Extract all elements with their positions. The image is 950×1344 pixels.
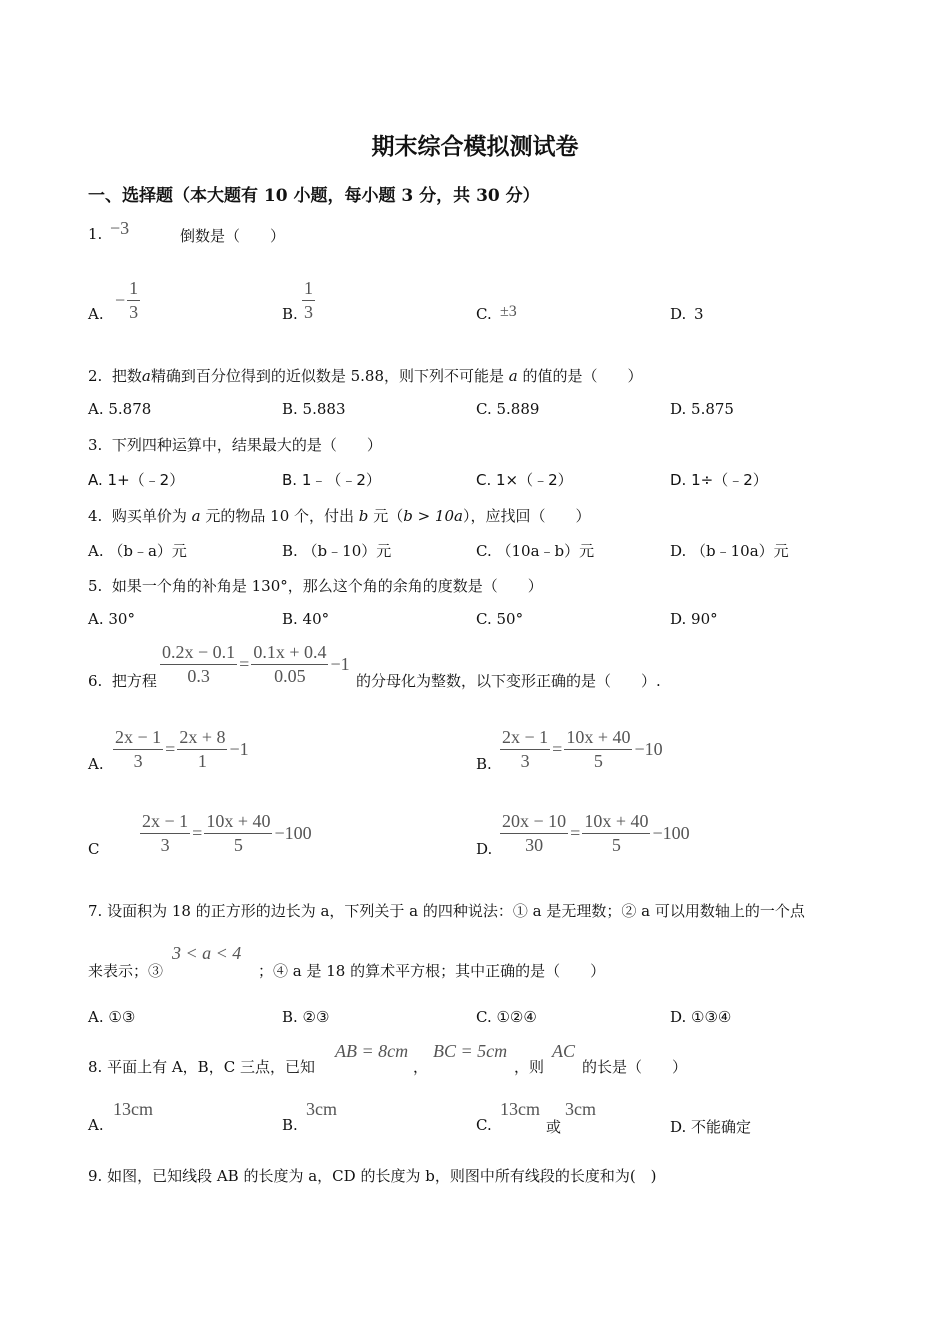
q8-ac: AC bbox=[552, 1041, 576, 1061]
q6-option-b: $\frac{2x - 1}{3}$ = $\frac{10x + 40}{5}$ −10 bbox=[502, 727, 663, 771]
q8-option-c-label: C. bbox=[476, 1116, 492, 1134]
q7-option-c: C. ①②④ bbox=[476, 1008, 537, 1026]
q8-option-c-or: 或 bbox=[546, 1118, 562, 1136]
q3-option-c: C. 1×（﹣2） bbox=[476, 471, 573, 489]
q6-option-d-label: D. bbox=[476, 840, 493, 858]
question-5: 5. 如果一个角的补角是 130°，那么这个角的余角的度数是（ ） bbox=[88, 577, 543, 595]
q8-option-d: D. 不能确定 bbox=[670, 1118, 752, 1136]
q8-option-b-label: B. bbox=[282, 1116, 298, 1134]
q8-option-a: 13cm bbox=[113, 1099, 153, 1119]
section-heading: 一、选择题（本大题有 10 小题，每小题 3 分，共 30 分） bbox=[88, 186, 540, 206]
q6-equation: $\frac{0.2x - 0.1}{0.3}$ = $\frac{0.1x + 0.4}{0.05}$ −1 bbox=[162, 642, 350, 686]
q2-option-a: A. 5.878 bbox=[88, 400, 152, 418]
page-title: 期末综合模拟测试卷 bbox=[371, 133, 579, 160]
question-3: 3. 下列四种运算中，结果最大的是（ ） bbox=[88, 436, 382, 454]
q6-option-d: $\frac{20x - 10}{30}$ = $\frac{10x + 40}{5}$ −100 bbox=[502, 811, 690, 855]
q8-option-a-label: A. bbox=[88, 1116, 104, 1134]
fraction: $\frac{1}{3}$ bbox=[129, 278, 139, 322]
q8-then: ，则 bbox=[514, 1058, 545, 1076]
q5-option-b: B. 40° bbox=[282, 610, 330, 628]
q1-option-c: ±3 bbox=[500, 303, 517, 320]
q1-option-a bbox=[113, 278, 140, 322]
minus-sign: − bbox=[115, 289, 126, 310]
q4-option-b: B. （b﹣10）元 bbox=[282, 542, 392, 560]
q1-option-a-label: A. bbox=[88, 305, 104, 323]
q8-comma: ， bbox=[413, 1058, 429, 1076]
q6-option-a-label: A. bbox=[88, 755, 104, 773]
q1-value: −3 bbox=[110, 218, 130, 238]
q1-text: 倒数是（ ） bbox=[180, 227, 286, 245]
q6-option-c-label: C bbox=[88, 840, 100, 858]
q2-option-b: B. 5.883 bbox=[282, 400, 346, 418]
q7-option-a: A. ①③ bbox=[88, 1008, 136, 1026]
question-8-tail: 的长是（ ） bbox=[582, 1058, 688, 1076]
question-7-line1: 7. 设面积为 18 的正方形的边长为 a，下列关于 a 的四种说法：① a 是无理数；② a 可以用数轴上的一个点 bbox=[88, 902, 805, 920]
q3-option-a: A. 1+（﹣2） bbox=[88, 471, 185, 489]
question-6-tail: 的分母化为整数，以下变形正确的是（ ）. bbox=[356, 672, 661, 690]
q6-option-c: $\frac{2x - 1}{3}$ = $\frac{10x + 40}{5}$ −100 bbox=[142, 811, 312, 855]
q1-option-d-label: D. bbox=[670, 305, 687, 323]
question-9: 9. 如图，已知线段 AB 的长度为 a，CD 的长度为 b，则图中所有线段的长度和为( ) bbox=[88, 1167, 657, 1185]
q8-option-b: 3cm bbox=[306, 1099, 337, 1119]
question-7-line2a: 来表示；③ bbox=[88, 962, 164, 980]
q2-option-c: C. 5.889 bbox=[476, 400, 540, 418]
q8-bc: BC = 5cm bbox=[433, 1041, 508, 1061]
q1-option-d: 3 bbox=[694, 305, 704, 323]
q5-option-c: C. 50° bbox=[476, 610, 524, 628]
q1-number: 1. bbox=[88, 225, 103, 243]
q7-option-b: B. ②③ bbox=[282, 1008, 330, 1026]
q6-option-a: $\frac{2x - 1}{3}$ = $\frac{2x + 8}{1}$ −1 bbox=[115, 727, 249, 771]
q8-option-c-value1: 13cm bbox=[500, 1099, 540, 1119]
q4-option-d: D. （b﹣10a）元 bbox=[670, 542, 789, 560]
q7-option-d: D. ①③④ bbox=[670, 1008, 732, 1026]
q3-option-b: B. 1﹣（﹣2） bbox=[282, 471, 381, 489]
q4-option-c: C. （10a﹣b）元 bbox=[476, 542, 595, 560]
question-6-lead: 6. 把方程 bbox=[88, 672, 157, 690]
question-4: 4. 购买单价为 a 元的物品 10 个，付出 b 元（b > 10a），应找回（ ） bbox=[88, 507, 591, 525]
q4-option-a: A. （b﹣a）元 bbox=[88, 542, 187, 560]
question-2: 2. 把数a精确到百分位得到的近似数是 5.88，则下列不可能是 a 的值的是（ ） bbox=[88, 367, 643, 385]
q5-option-d: D. 90° bbox=[670, 610, 718, 628]
q5-option-a: A. 30° bbox=[88, 610, 135, 628]
q8-ab: AB = 8cm bbox=[335, 1041, 409, 1061]
q8-option-c-value2: 3cm bbox=[565, 1099, 596, 1119]
q1-option-b bbox=[302, 278, 315, 322]
question-8-lead: 8. 平面上有 A，B，C 三点，已知 bbox=[88, 1058, 315, 1076]
q6-option-b-label: B. bbox=[476, 755, 492, 773]
fraction: $\frac{1}{3}$ bbox=[304, 278, 313, 322]
q1-option-b-label: B. bbox=[282, 305, 298, 323]
q7-inequality: 3 < a < 4 bbox=[172, 943, 242, 963]
question-7-line2b: ；④ a 是 18 的算术平方根；其中正确的是（ ） bbox=[258, 962, 606, 980]
q2-option-d: D. 5.875 bbox=[670, 400, 734, 418]
q3-option-d: D. 1÷（﹣2） bbox=[670, 471, 768, 489]
q1-option-c-label: C. bbox=[476, 305, 492, 323]
